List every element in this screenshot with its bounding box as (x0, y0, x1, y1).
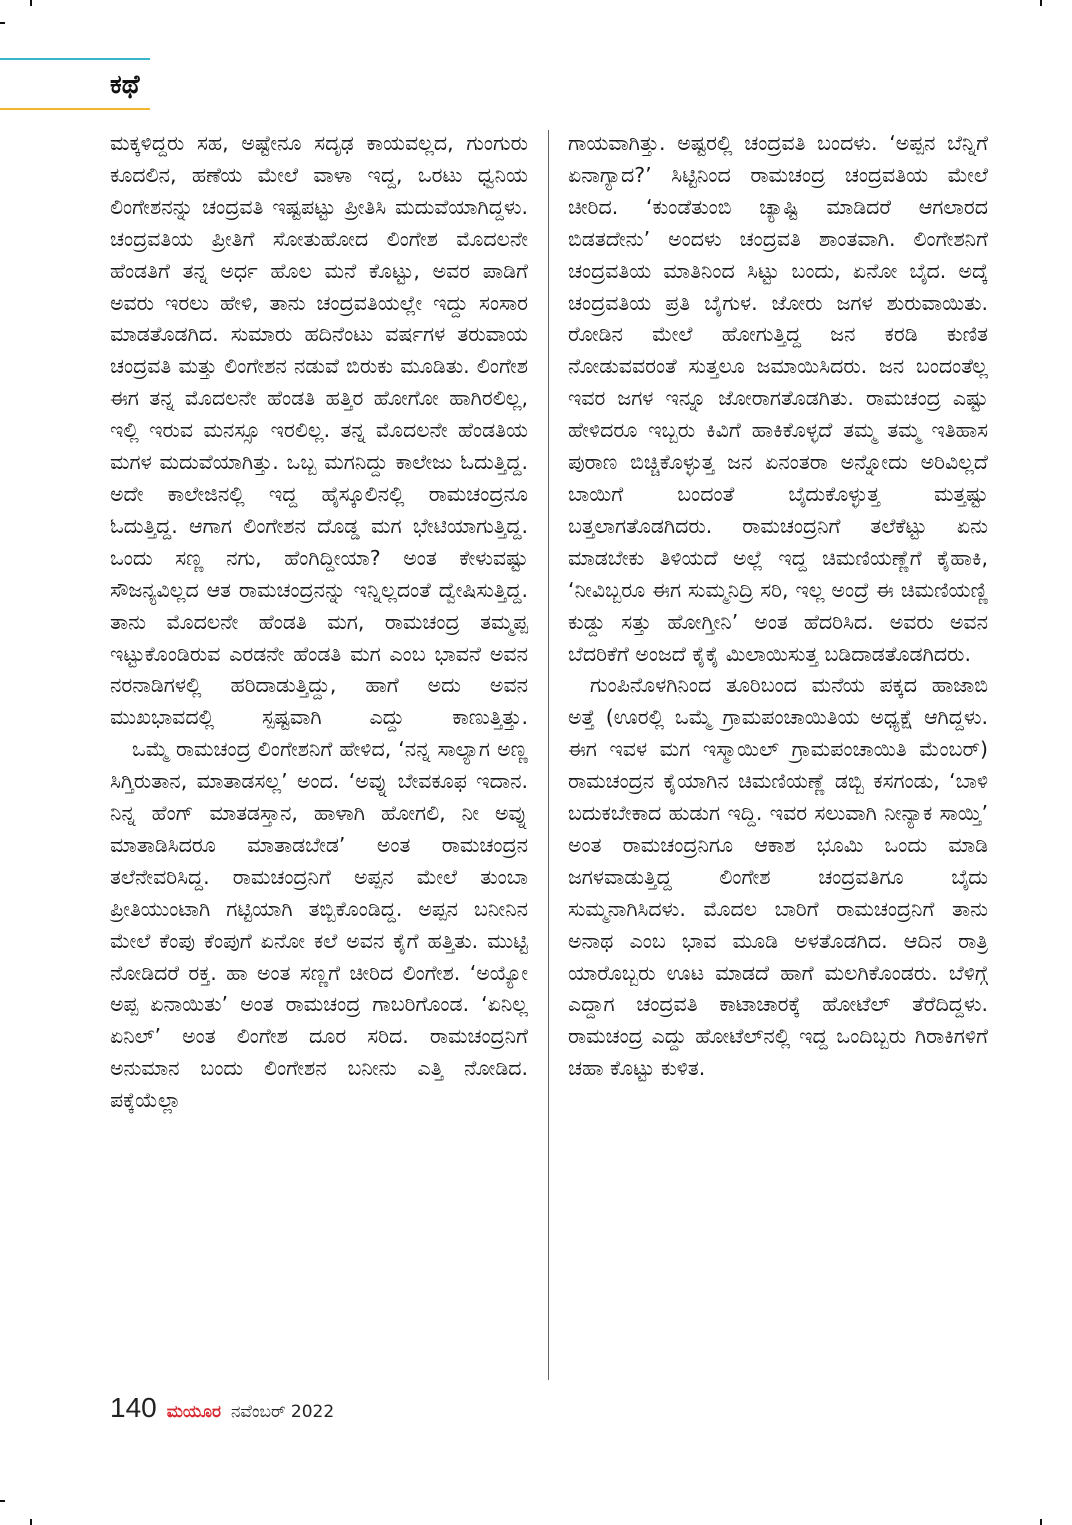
left-paragraph-1: ಮಕ್ಕಳಿದ್ದರು ಸಹ, ಅಷ್ಟೇನೂ ಸದೃಢ ಕಾಯವಲ್ಲದ, ಗುಂಗುರು ಕೂದಲಿನ, ಹಣೆಯ ಮೇಲೆ ವಾಳಾ ಇದ್ದ, ಒರಟು ಧ್ವನಿಯ ಲಿಂಗೇಶನನ್ನು ಚಂದ್ರವತಿ ಇಷ್ಟಪಟ್ಟು ಪ್ರೀತಿಸಿ ಮದುವೆಯಾಗಿದ್ದಳು. ಚಂದ್ರವತಿಯ ಪ್ರೀತಿಗೆ ಸೋತುಹೋದ ಲಿಂಗೇಶ ಮೊದಲನೇ ಹೆಂಡತಿಗೆ ತನ್ನ ಅರ್ಧ ಹೊಲ ಮನೆ ಕೊಟ್ಟು, ಅವರ ಪಾಡಿಗೆ ಅವರು ಇರಲು ಹೇಳಿ, ತಾನು ಚಂದ್ರವತಿಯಲ್ಲೇ ಇದ್ದು ಸಂಸಾರ ಮಾಡತೊಡಗಿದ. ಸುಮಾರು ಹದಿನೆಂಟು ವರ್ಷಗಳ ತರುವಾಯ ಚಂದ್ರವತಿ ಮತ್ತು ಲಿಂಗೇಶನ ನಡುವೆ ಬಿರುಕು ಮೂಡಿತು. ಲಿಂಗೇಶ ಈಗ ತನ್ನ ಮೊದಲನೇ ಹೆಂಡತಿ ಹತ್ತಿರ ಹೋಗೋ ಹಾಗಿರಲಿಲ್ಲ, ಇಲ್ಲಿ ಇರುವ ಮನಸ್ಸೂ ಇರಲಿಲ್ಲ. ತನ್ನ ಮೊದಲನೇ ಹೆಂಡತಿಯ ಮಗಳ ಮದುವೆಯಾಗಿತ್ತು. ಒಬ್ಬ ಮಗನಿದ್ದು ಕಾಲೇಜು ಓದುತ್ತಿದ್ದ. ಅದೇ ಕಾಲೇಜಿನಲ್ಲಿ ಇದ್ದ ಹೈಸ್ಕೂಲಿನಲ್ಲಿ ರಾಮಚಂದ್ರನೂ ಓದುತ್ತಿದ್ದ. ಆಗಾಗ ಲಿಂಗೇಶನ ದೊಡ್ಡ ಮಗ ಭೇಟಿಯಾಗುತ್ತಿದ್ದ. ಒಂದು ಸಣ್ಣ ನಗು, ಹೆಂಗಿದ್ದೀಯಾ? ಅಂತ ಕೇಳುವಷ್ಟು ಸೌಜನ್ಯವಿಲ್ಲದ ಆತ ರಾಮಚಂದ್ರನನ್ನು ಇನ್ನಿಲ್ಲದಂತೆ ದ್ವೇಷಿಸುತ್ತಿದ್ದ. ತಾನು ಮೊದಲನೇ ಹೆಂಡತಿ ಮಗ, ರಾಮಚಂದ್ರ ತಮ್ಮಪ್ಪ ಇಟ್ಟುಕೊಂಡಿರುವ ಎರಡನೇ ಹೆಂಡತಿ ಮಗ ಎಂಬ ಭಾವನೆ ಅವನ ನರನಾಡಿಗಳಲ್ಲಿ ಹರಿದಾಡುತ್ತಿದ್ದು, ಹಾಗೆ ಅದು ಅವನ ಮುಖಭಾವದಲ್ಲಿ ಸ್ಪಷ್ಟವಾಗಿ ಎದ್ದು ಕಾಣುತ್ತಿತ್ತು. (110, 131, 528, 730)
left-column (110, 128, 528, 1117)
crop-mark-bottom-right (1040, 1519, 1042, 1525)
right-paragraph-2: ಗುಂಪಿನೊಳಗಿನಿಂದ ತೂರಿಬಂದ ಮನೆಯ ಪಕ್ಕದ ಹಾಜಾಬಿ ಅತ್ತೆ (ಊರಲ್ಲಿ ಒಮ್ಮೆ ಗ್ರಾಮಪಂಚಾಯಿತಿಯ ಅಧ್ಯಕ್ಷೆ ಆಗಿದ್ದಳು. ಈಗ ಇವಳ ಮಗ ಇಸ್ಮಾಯಿಲ್ ಗ್ರಾಮಪಂಚಾಯಿತಿ ಮೆಂಬರ್) ರಾಮಚಂದ್ರನ ಕೈಯಾಗಿನ ಚಿಮಣಿಯಣ್ಣೆ ಡಬ್ಬಿ ಕಸಗಂಡು, ‘ಬಾಳಿ ಬದುಕಬೇಕಾದ ಹುಡುಗ ಇದ್ದಿ. ಇವರ ಸಲುವಾಗಿ ನೀನ್ಯಾಕ ಸಾಯ್ತಿ’ ಅಂತ ರಾಮಚಂದ್ರನಿಗೂ ಆಕಾಶ ಭೂಮಿ ಒಂದು ಮಾಡಿ ಜಗಳವಾಡುತ್ತಿದ್ದ ಲಿಂಗೇಶ ಚಂದ್ರವತಿಗೂ ಬೈದು ಸುಮ್ಮನಾಗಿಸಿದಳು. ಮೊದಲ ಬಾರಿಗೆ ರಾಮಚಂದ್ರನಿಗೆ ತಾನು ಅನಾಥ ಎಂಬ ಭಾವ ಮೂಡಿ ಅಳತೊಡಗಿದ. ಆದಿನ ರಾತ್ರಿ ಯಾರೊಬ್ಬರು ಊಟ ಮಾಡದೆ ಹಾಗೆ ಮಲಗಿಕೊಂಡರು. ಬೆಳಿಗ್ಗೆ ಎದ್ದಾಗ ಚಂದ್ರವತಿ ಕಾಟಾಚಾರಕ್ಕೆ ಹೋಟೆಲ್ ತೆರೆದಿದ್ದಳು. ರಾಮಚಂದ್ರ ಎದ್ದು ಹೋಟೆಲ್‌ನಲ್ಲಿ ಇದ್ದ ಒಂದಿಬ್ಬರು ಗಿರಾಕಿಗಳಿಗೆ ಚಹಾ ಕೊಟ್ಟು ಕುಳಿತ. (568, 673, 988, 1081)
section-header (0, 58, 150, 110)
crop-mark-top-left (0, 22, 5, 24)
crop-mark-top-center-left (30, 0, 32, 6)
issue-date: ನವೆಂಬರ್ 2022 (230, 1402, 335, 1422)
magazine-logo: ಮಯೂರ (166, 1402, 221, 1422)
crop-mark-bottom-center-left (30, 1519, 32, 1525)
header-rule-bottom (0, 108, 150, 110)
column-divider (548, 130, 549, 1380)
crop-mark-bottom-left (0, 1500, 5, 1502)
page-footer (110, 1392, 334, 1424)
section-label: ಕಥೆ (110, 70, 140, 100)
right-paragraph-1: ಗಾಯವಾಗಿತ್ತು. ಅಷ್ಟರಲ್ಲಿ ಚಂದ್ರವತಿ ಬಂದಳು. ‘ಅಪ್ಪನ ಬೆನ್ನಿಗೆ ಏನಾಗ್ಯಾದ?’ ಸಿಟ್ಟಿನಿಂದ ರಾಮಚಂದ್ರ ಚಂದ್ರವತಿಯ ಮೇಲೆ ಚೀರಿದ. ‘ಕುಂಡೆತುಂಬಿ ಚ್ಯಾಷ್ಟಿ ಮಾಡಿದರೆ ಆಗಲಾರದ ಬಿಡತದೇನು’ ಅಂದಳು ಚಂದ್ರವತಿ ಶಾಂತವಾಗಿ. ಲಿಂಗೇಶನಿಗೆ ಚಂದ್ರವತಿಯ ಮಾತಿನಿಂದ ಸಿಟ್ಟು ಬಂದು, ಏನೋ ಬೈದ. ಅದ್ಕೆ ಚಂದ್ರವತಿಯ ಪ್ರತಿ ಬೈಗುಳ. ಜೋರು ಜಗಳ ಶುರುವಾಯಿತು. ರೋಡಿನ ಮೇಲೆ ಹೋಗುತ್ತಿದ್ದ ಜನ ಕರಡಿ ಕುಣಿತ ನೋಡುವವರಂತೆ ಸುತ್ತಲೂ ಜಮಾಯಿಸಿದರು. ಜನ ಬಂದಂತೆಲ್ಲ ಇವರ ಜಗಳ ಇನ್ನೂ ಜೋರಾಗತೊಡಗಿತು. ರಾಮಚಂದ್ರ ಎಷ್ಟು ಹೇಳಿದರೂ ಇಬ್ಬರು ಕಿವಿಗೆ ಹಾಕಿಕೊಳ್ಳದೆ ತಮ್ಮ ತಮ್ಮ ಇತಿಹಾಸ ಪುರಾಣ ಬಿಚ್ಚಿಕೊಳ್ಳುತ್ತ ಜನ ಏನಂತರಾ ಅನ್ನೋದು ಅರಿವಿಲ್ಲದೆ ಬಾಯಿಗೆ ಬಂದಂತೆ ಬೈದುಕೊಳ್ಳುತ್ತ ಮತ್ತಷ್ಟು ಬತ್ತಲಾಗತೊಡಗಿದರು. ರಾಮಚಂದ್ರನಿಗೆ ತಲೆಕೆಟ್ಟು ಏನು ಮಾಡಬೇಕು ತಿಳಿಯದೆ ಅಲ್ಲೆ ಇದ್ದ ಚಿಮಣಿಯಣ್ಣೆಗೆ ಕೈಹಾಕಿ, ‘ನೀವಿಬ್ಬರೂ ಈಗ ಸುಮ್ಮನಿದ್ರಿ ಸರಿ, ಇಲ್ಲ ಅಂದ್ರೆ ಈ ಚಿಮಣಿಯಣ್ಣಿ ಕುಡ್ದು ಸತ್ತು ಹೋಗ್ತೀನಿ’ ಅಂತ ಹೆದರಿಸಿದ. ಅವರು ಅವನ ಬೆದರಿಕೆಗೆ ಅಂಜದೆ ಕೈಕೈ ಮಿಲಾಯಿಸುತ್ತ ಬಡಿದಾಡತೊಡಗಿದರು. (568, 131, 988, 666)
page-number: 140 (110, 1392, 157, 1423)
crop-mark-top-right (1040, 0, 1042, 6)
header-rule-top (0, 58, 150, 60)
right-column (568, 128, 988, 1085)
left-paragraph-2: ಒಮ್ಮೆ ರಾಮಚಂದ್ರ ಲಿಂಗೇಶನಿಗೆ ಹೇಳಿದ, ‘ನನ್ನ ಸಾಲ್ಯಾಗ ಅಣ್ಣ ಸಿಗ್ತಿರುತಾನ, ಮಾತಾಡಸಲ್ಲ’ ಅಂದ. ‘ಅವ್ನು ಬೇವಕೂಫ ಇದಾನ. ನಿನ್ನ ಹೆಂಗ್ ಮಾತಡಸ್ತಾನ, ಹಾಳಾಗಿ ಹೋಗಲಿ, ನೀ ಅವ್ನು ಮಾತಾಡಿಸಿದರೂ ಮಾತಾಡಬೇಡ’ ಅಂತ ರಾಮಚಂದ್ರನ ತಲೆನೇವರಿಸಿದ್ದ. ರಾಮಚಂದ್ರನಿಗೆ ಅಪ್ಪನ ಮೇಲೆ ತುಂಬಾ ಪ್ರೀತಿಯುಂಟಾಗಿ ಗಟ್ಟಿಯಾಗಿ ತಬ್ಬಿಕೊಂಡಿದ್ದ. ಅಪ್ಪನ ಬನೀನಿನ ಮೇಲೆ ಕೆಂಪು ಕೆಂಪುಗೆ ಏನೋ ಕಲೆ ಅವನ ಕೈಗೆ ಹತ್ತಿತು. ಮುಟ್ಟಿ ನೋಡಿದರೆ ರಕ್ತ. ಹಾ ಅಂತ ಸಣ್ಣಗೆ ಚೀರಿದ ಲಿಂಗೇಶ. ‘ಅಯ್ಯೋ ಅಪ್ಪ ಏನಾಯಿತು’ ಅಂತ ರಾಮಚಂದ್ರ ಗಾಬರಿಗೊಂಡ. ‘ಏನಿಲ್ಲ ಏನಿಲ್’ ಅಂತ ಲಿಂಗೇಶ ದೂರ ಸರಿದ. ರಾಮಚಂದ್ರನಿಗೆ ಅನುಮಾನ ಬಂದು ಲಿಂಗೇಶನ ಬನೀನು ಎತ್ತಿ ನೋಡಿದ. ಪಕ್ಕೆಯೆಲ್ಲಾ (110, 737, 528, 1113)
